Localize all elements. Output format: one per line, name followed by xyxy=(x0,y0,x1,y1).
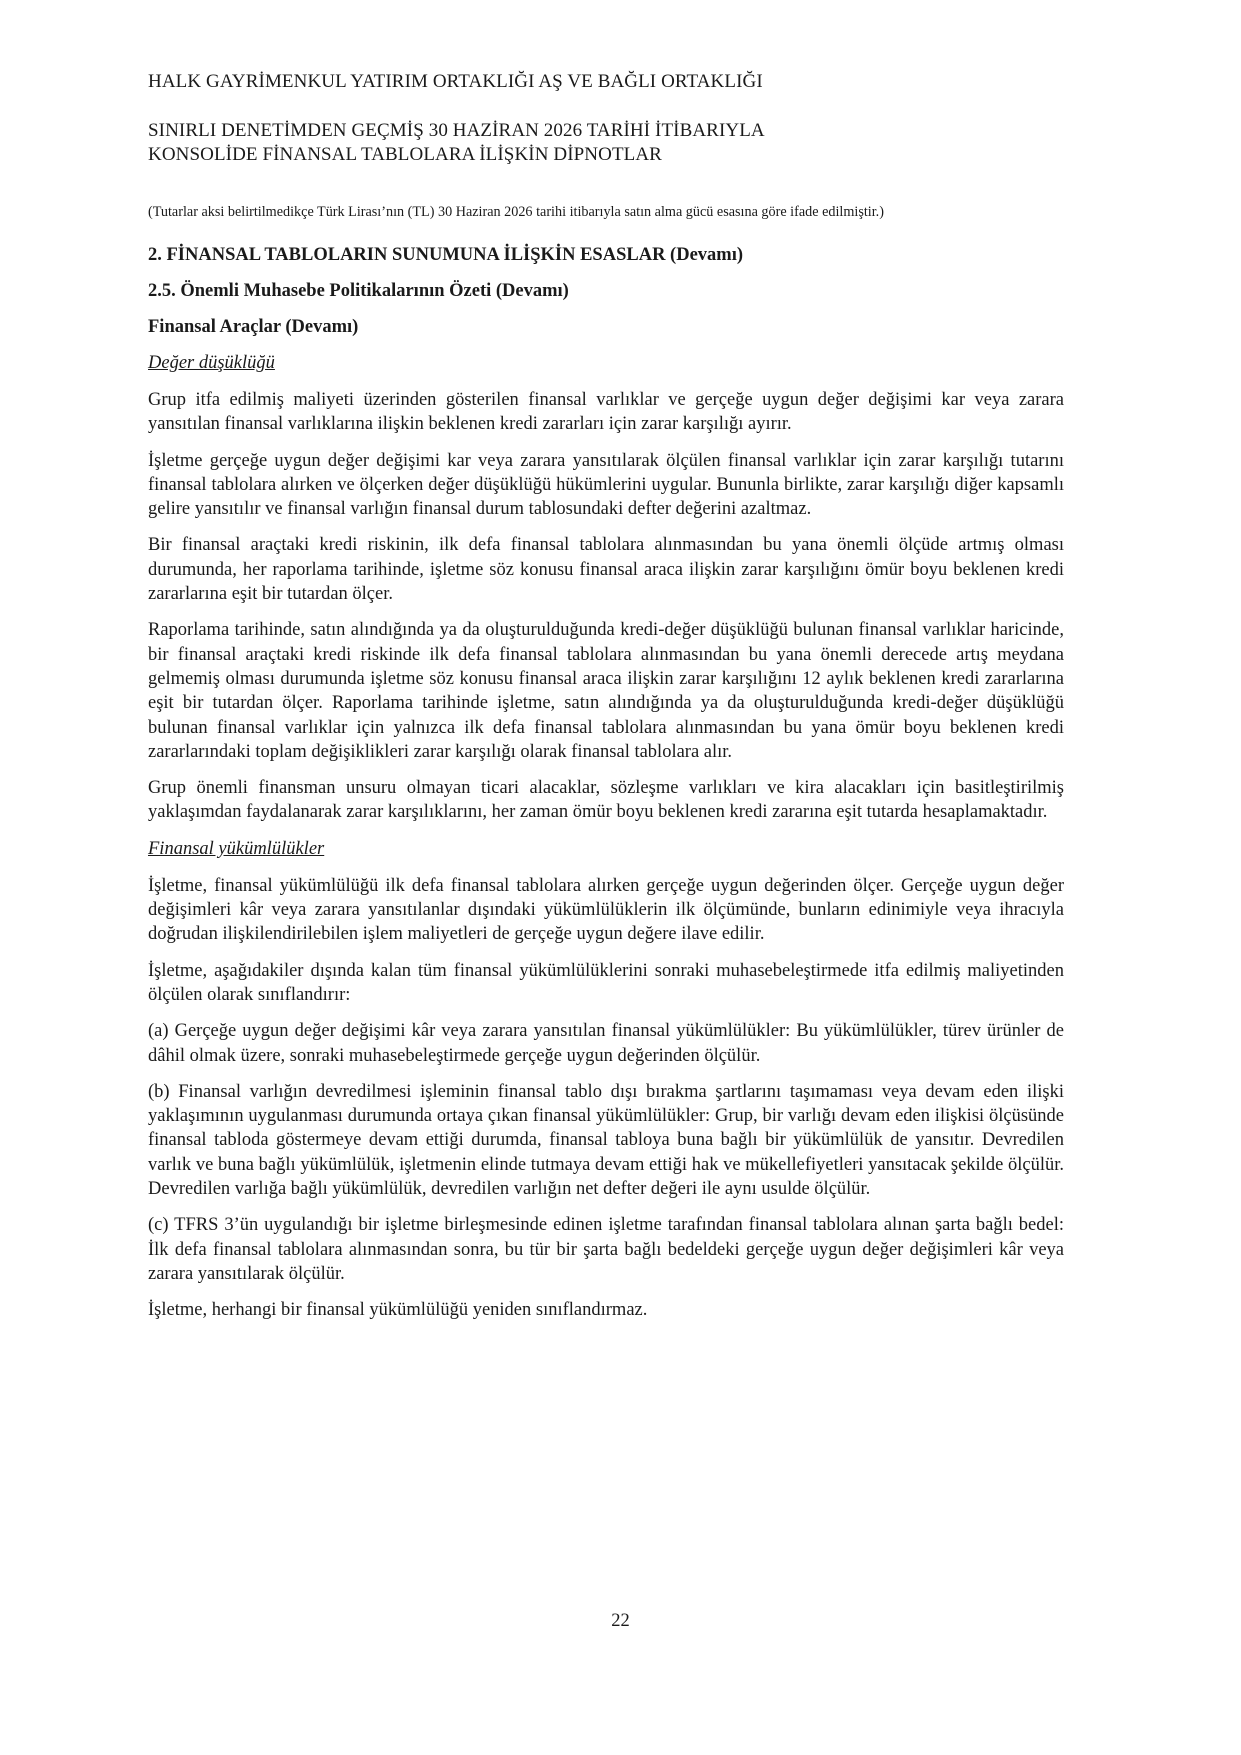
section-heading: 2. FİNANSAL TABLOLARIN SUNUMUNA İLİŞKİN ESASLAR (Devamı) xyxy=(148,245,743,265)
company-title: HALK GAYRİMENKUL YATIRIM ORTAKLIĞI AŞ VE BAĞLI ORTAKLIĞI xyxy=(148,71,763,92)
impairment-paragraph: Grup önemli finansman unsuru olmayan ticari alacaklar, sözleşme varlıkları ve kira alacakları için basitleştirilmiş yaklaşımdan faydalanarak zarar karşılıklarını, her zaman ömür boyu beklenen kredi zararına eşit tutarda hesaplamaktadır. xyxy=(148,778,1064,823)
liabilities-paragraph: İşletme, aşağıdakiler dışında kalan tüm finansal yükümlülüklerini sonraki muhasebeleştirmede itfa edilmiş maliyetinden ölçülen olarak sınıflandırır: xyxy=(148,960,1064,1005)
impairment-paragraph: İşletme gerçeğe uygun değer değişimi kar veya zarara yansıtılarak ölçülen finansal varlıklar için zarar karşılığı tutarını finansal tablolara alırken ve ölçerken değer düşüklüğü hükümlerini uygular. Bununla birlikte, zarar karşılığı diğer kapsamlı gelire yansıtılır ve finansal varlığın finansal durum tablosundaki defter değerini azaltmaz. xyxy=(148,450,1064,520)
impairment-paragraph: Grup itfa edilmiş maliyeti üzerinden gösterilen finansal varlıklar ve gerçeğe uygun değer değişimi kar veya zarara yansıtılan finansal varlıklarına ilişkin beklenen kredi zararları için zarar karşılığı ayırır. xyxy=(148,390,1064,435)
liabilities-paragraph: (c) TFRS 3’ün uygulandığı bir işletme birleşmesinde edinen işletme tarafından finansal tablolara alınan şarta bağlı bedel: İlk defa finansal tablolara alınmasından sonra, bu tür bir şarta bağlı bedeldeki gerçeğe uygun değer değişimleri kâr veya zarara yansıtılarak ölçülür. xyxy=(148,1215,1064,1284)
document-page xyxy=(148,70,1064,1335)
page-number: 22 xyxy=(611,1611,630,1631)
impairment-paragraph: Bir finansal araçtaki kredi riskinin, ilk defa finansal tablolara alınmasından bu yana önemli ölçüde artmış olması durumunda, her raporlama tarihinde, işletme söz konusu finansal araca ilişkin zarar karşılığını ömür boyu beklenen kredi zararlarına eşit bir tutardan ölçer. xyxy=(148,535,1064,605)
liabilities-paragraph: İşletme, finansal yükümlülüğü ilk defa finansal tablolara alırken gerçeğe uygun değerinden ölçer. Gerçeğe uygun değer değişimleri kâr veya zarara yansıtılanlar dışındaki yükümlülüklerin ilk ölçümünde, bunların edinimiyle veya ihracıyla doğrudan ilişkilendirilebilen işlem maliyetleri de gerçeğe uygun değere ilave edilir. xyxy=(148,875,1064,945)
liabilities-paragraph: İşletme, herhangi bir finansal yükümlülüğü yeniden sınıflandırmaz. xyxy=(148,1300,648,1321)
currency-note: (Tutarlar aksi belirtilmedikçe Türk Lirası’nın (TL) 30 Haziran 2026 tarihi itibarıyla satın alma gücü esasına göre ifade edilmiştir.) xyxy=(148,204,884,220)
liabilities-paragraph: (b) Finansal varlığın devredilmesi işleminin finansal tablo dışı bırakma şartlarını taşımaması veya devam eden ilişki yaklaşımının uygulanması durumunda ortaya çıkan finansal yükümlülükler: Grup, bir varlığı devam eden ilişkisi ölçüsünde finansal tabloda göstermeye devam ettiği durumda, finansal tabloya buna bağlı bir yükümlülük de yansıtır. Devredilen varlık ve buna bağlı yükümlülük, işletmenin elinde tutmaya devam ettiği hak ve mükellefiyetleri yansıtacak şekilde ölçülür. Devredilen varlığa bağlı yükümlülük, devredilen varlığın net defter değeri ile aynı usulde ölçülür. xyxy=(148,1081,1064,1200)
liabilities-paragraph: (a) Gerçeğe uygun değer değişimi kâr veya zarara yansıtılan finansal yükümlülükler: Bu yükümlülükler, türev ürünler de dâhil olmak üzere, sonraki muhasebeleştirmede gerçeğe uygun değerinden ölçülür. xyxy=(148,1021,1064,1066)
impairment-paragraph: Raporlama tarihinde, satın alındığında ya da oluşturulduğunda kredi-değer düşüklüğü bulunan finansal varlıklar haricinde, bir finansal araçtaki kredi riskinde ilk defa finansal tablolara alınmasından bu yana önemli derecede artış meydana gelmemiş olması durumunda işletme söz konusu finansal araca ilişkin zarar karşılığını 12 aylık beklenen kredi zararlarına eşit bir tutardan ölçer. Raporlama tarihinde işletme, satın alındığında ya da oluşturulduğunda kredi-değer düşüklüğü bulunan finansal varlıklar için yalnızca ilk defa finansal tablolara alınmasından bu yana ömür boyu beklenen kredi zararlarındaki toplam değişiklikleri zarar karşılığı olarak finansal tablolara alır. xyxy=(148,620,1064,762)
report-subtitle-line1: SINIRLI DENETİMDEN GEÇMİŞ 30 HAZİRAN 2026 TARİHİ İTİBARIYLA xyxy=(148,120,765,141)
liabilities-title: Finansal yükümlülükler xyxy=(148,838,325,859)
impairment-title: Değer düşüklüğü xyxy=(148,353,275,373)
report-subtitle-line2: KONSOLİDE FİNANSAL TABLOLARA İLİŞKİN DİPNOTLAR xyxy=(148,144,662,165)
section-subheading: 2.5. Önemli Muhasebe Politikalarının Özeti (Devamı) xyxy=(148,281,569,301)
topic-heading: Finansal Araçlar (Devamı) xyxy=(148,317,359,337)
